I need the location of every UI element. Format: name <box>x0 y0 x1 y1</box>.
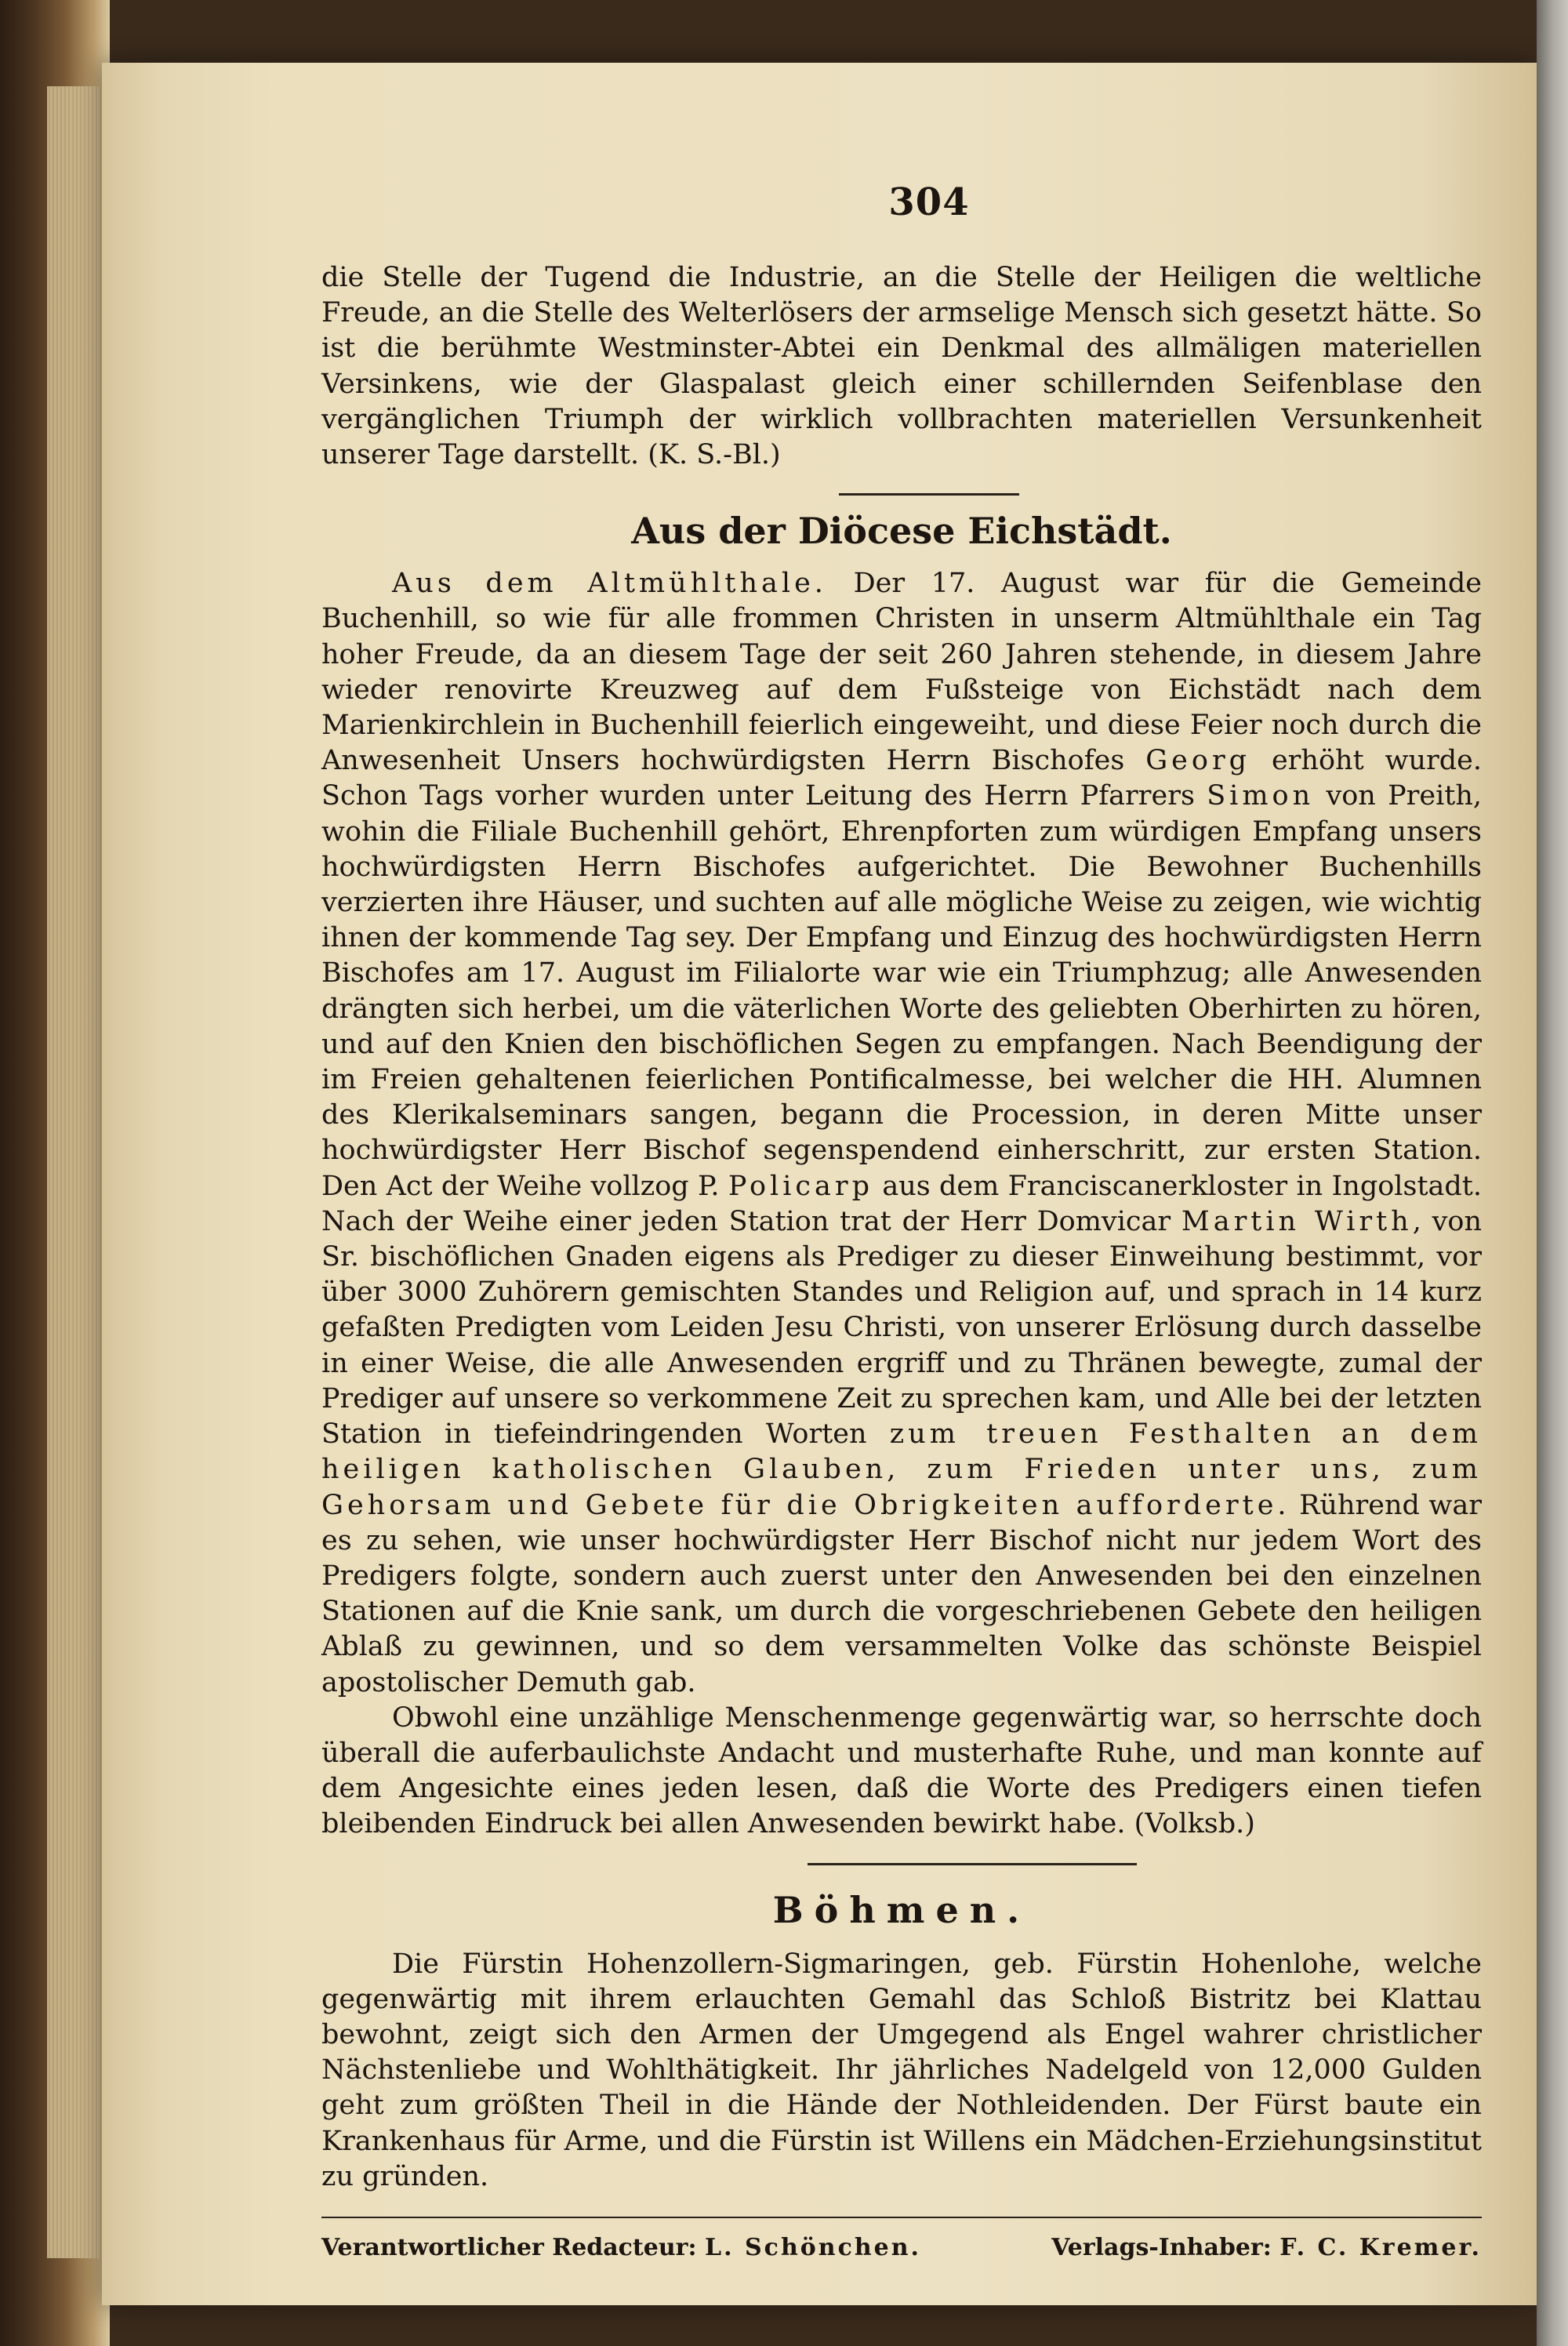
section-heading-eichstaedt: Aus der Diöcese Eichstädt. <box>631 510 1172 553</box>
body-text: erhöht wurde. Schon Tags vorher wurden unter Leitung des Herrn Pfarrers <box>321 745 1482 812</box>
body-text: Rührend war es zu sehen, wie unser hochwürdigster Herr Bischof nicht nur jedem Wort des Predigers folgte, sondern auch zuerst unter den Anwesenden bei den einzelnen Stationen auf die Knie sank, um durch die vorgeschriebenen Gebete den heiligen Ablaß zu gewinnen, und so dem versammelten Volke das schönste Beispiel apostolischer Demuth gab. <box>321 1489 1482 1698</box>
editor-label: Verantwortlicher Redacteur: <box>321 2233 697 2261</box>
publisher-label: Verlags-Inhaber: <box>1051 2233 1272 2261</box>
editor-name: L. Schönchen. <box>705 2233 921 2261</box>
dateline: Aus dem Altmühlthale. <box>392 568 827 600</box>
scan-background-edge <box>1537 0 1568 2346</box>
name-georg: Georg <box>1145 745 1251 777</box>
name-policarp: Policarp <box>728 1170 874 1202</box>
intro-paragraph: die Stelle der Tugend die Industrie, an die Stelle der Heiligen die weltliche Freude, an die Stelle des Welterlösers der armselige Mensch sich gesetzt hätte. So ist die berühmte Westminster-Abtei ein Denkmal des allmäligen materiellen Versinkens, wie der Glaspalast gleich einer schillernden Seifenblase den vergänglichen Triumph der wirklich vollbrachten materiellen Versunkenheit unserer Tage darstellt. (K. S.-Bl.) <box>321 262 1482 471</box>
name-martin-wirth: Martin Wirth <box>1181 1205 1413 1237</box>
article-boehmen-paragraph: Die Fürstin Hohenzollern-Sigmaringen, geb. Fürstin Hohenlohe, welche gegenwärtig mit ihrem erlauchten Gemahl das Schloß Bistritz bei Klattau bewohnt, zeigt sich den Armen der Umgegend als Engel wahrer christlicher Nächstenliebe und Wohlthätigkeit. Ihr jährliches Nadelgeld von 12,000 Gulden geht zum größten Theil in die Hände der Nothleidenden. Der Fürst baute ein Krankenhaus für Arme, und die Fürstin ist Willens ein Mädchen-Erziehungsinstitut zu gründen. <box>321 1948 1482 2192</box>
body-text: von Preith, wohin die Filiale Buchenhill gehört, Ehrenpforten zum würdigen Empfang unsers hochwürdigsten Herrn Bischofes aufgerichtet. Die Bewohner Buchenhills verzierten ihre Häuser, und suchten auf alle mögliche Weise zu zeigen, wie wichtig ihnen der kommende Tag sey. Der Empfang und Einzug des hochwürdigsten Herrn Bischofes am 17. August im Filialorte war wie ein Triumphzug; alle Anwesenden drängten sich herbei, um die väterlichen Worte des geliebten Oberhirten zu hören, und auf den Knien den bischöflichen Segen zu empfangen. Nach Beendigung der im Freien gehaltenen feierlichen Pontificalmesse, bei welcher die HH. Alumnen des Klerikalseminars sangen, begann die Procession, in deren Mitte unser hochwürdigster Herr Bischof segenspendend einherschritt, zur ersten Station. Den Act der Weihe vollzog P. <box>321 780 1482 1202</box>
spaced-emphasis-phrase: zum treuen Festhalten an dem heiligen katholischen Glauben, zum Frieden unter uns, zum Gehorsam und Gebete für die Obrigkeiten aufforderte. <box>321 1418 1482 1521</box>
page-content <box>321 180 1482 2261</box>
section-heading-boehmen: Böhmen. <box>772 1888 1031 1931</box>
body-text: aus dem Franciscanerkloster in Ingolstadt. Nach der Weihe einer jeden Station trat der Herr Domvicar <box>321 1170 1482 1237</box>
publisher-name: F. C. Kremer. <box>1279 2233 1482 2261</box>
imprint-footer <box>321 2217 1482 2261</box>
article-eichstaedt-paragraph-2: Obwohl eine unzählige Menschenmenge gegenwärtig war, so herrschte doch überall die auferbaulichste Andacht und musterhafte Ruhe, und man konnte auf dem Angesichte eines jeden lesen, daß die Worte des Predigers einen tiefen bleibenden Eindruck bei allen Anwesenden bewirkt habe. (Volksb.) <box>321 1701 1482 1840</box>
name-simon: Simon <box>1207 780 1315 812</box>
publisher-credit <box>1051 2234 1482 2261</box>
section-divider <box>808 1863 1137 1865</box>
article-eichstaedt-paragraph-1 <box>321 566 1482 1701</box>
editor-credit <box>321 2234 921 2261</box>
body-text: , von Sr. bischöflichen Gnaden eigens als Prediger zu dieser Einweihung bestimmt, vor über 3000 Zuhörern gemischten Standes und Religion auf, und sprach in 14 kurz gefaßten Predigten vom Leiden Jesu Christi, von unserer Erlösung durch dasselbe in einer Weise, die alle Anwesenden ergriff und zu Thränen bewegte, zumal der Prediger auf unsere so verkommene Zeit zu sprechen kam, und Alle bei der letzten Station in tiefeindringenden Worten <box>321 1205 1482 1451</box>
body-text: Der 17. August war für die Gemeinde Buchenhill, so wie für alle frommen Christen in unserm Altmühlthale ein Tag hoher Freude, da an diesem Tage der seit 260 Jahren stehende, in diesem Jahre wieder renovirte Kreuzweg auf dem Fußsteige von Eichstädt nach dem Marienkirchlein in Buchenhill feierlich eingeweiht, und diese Feier noch durch die Anwesenheit Unsers hochwürdigsten Herrn Bischofes <box>321 568 1482 777</box>
page-number: 304 <box>888 180 970 224</box>
section-divider <box>839 493 1019 496</box>
